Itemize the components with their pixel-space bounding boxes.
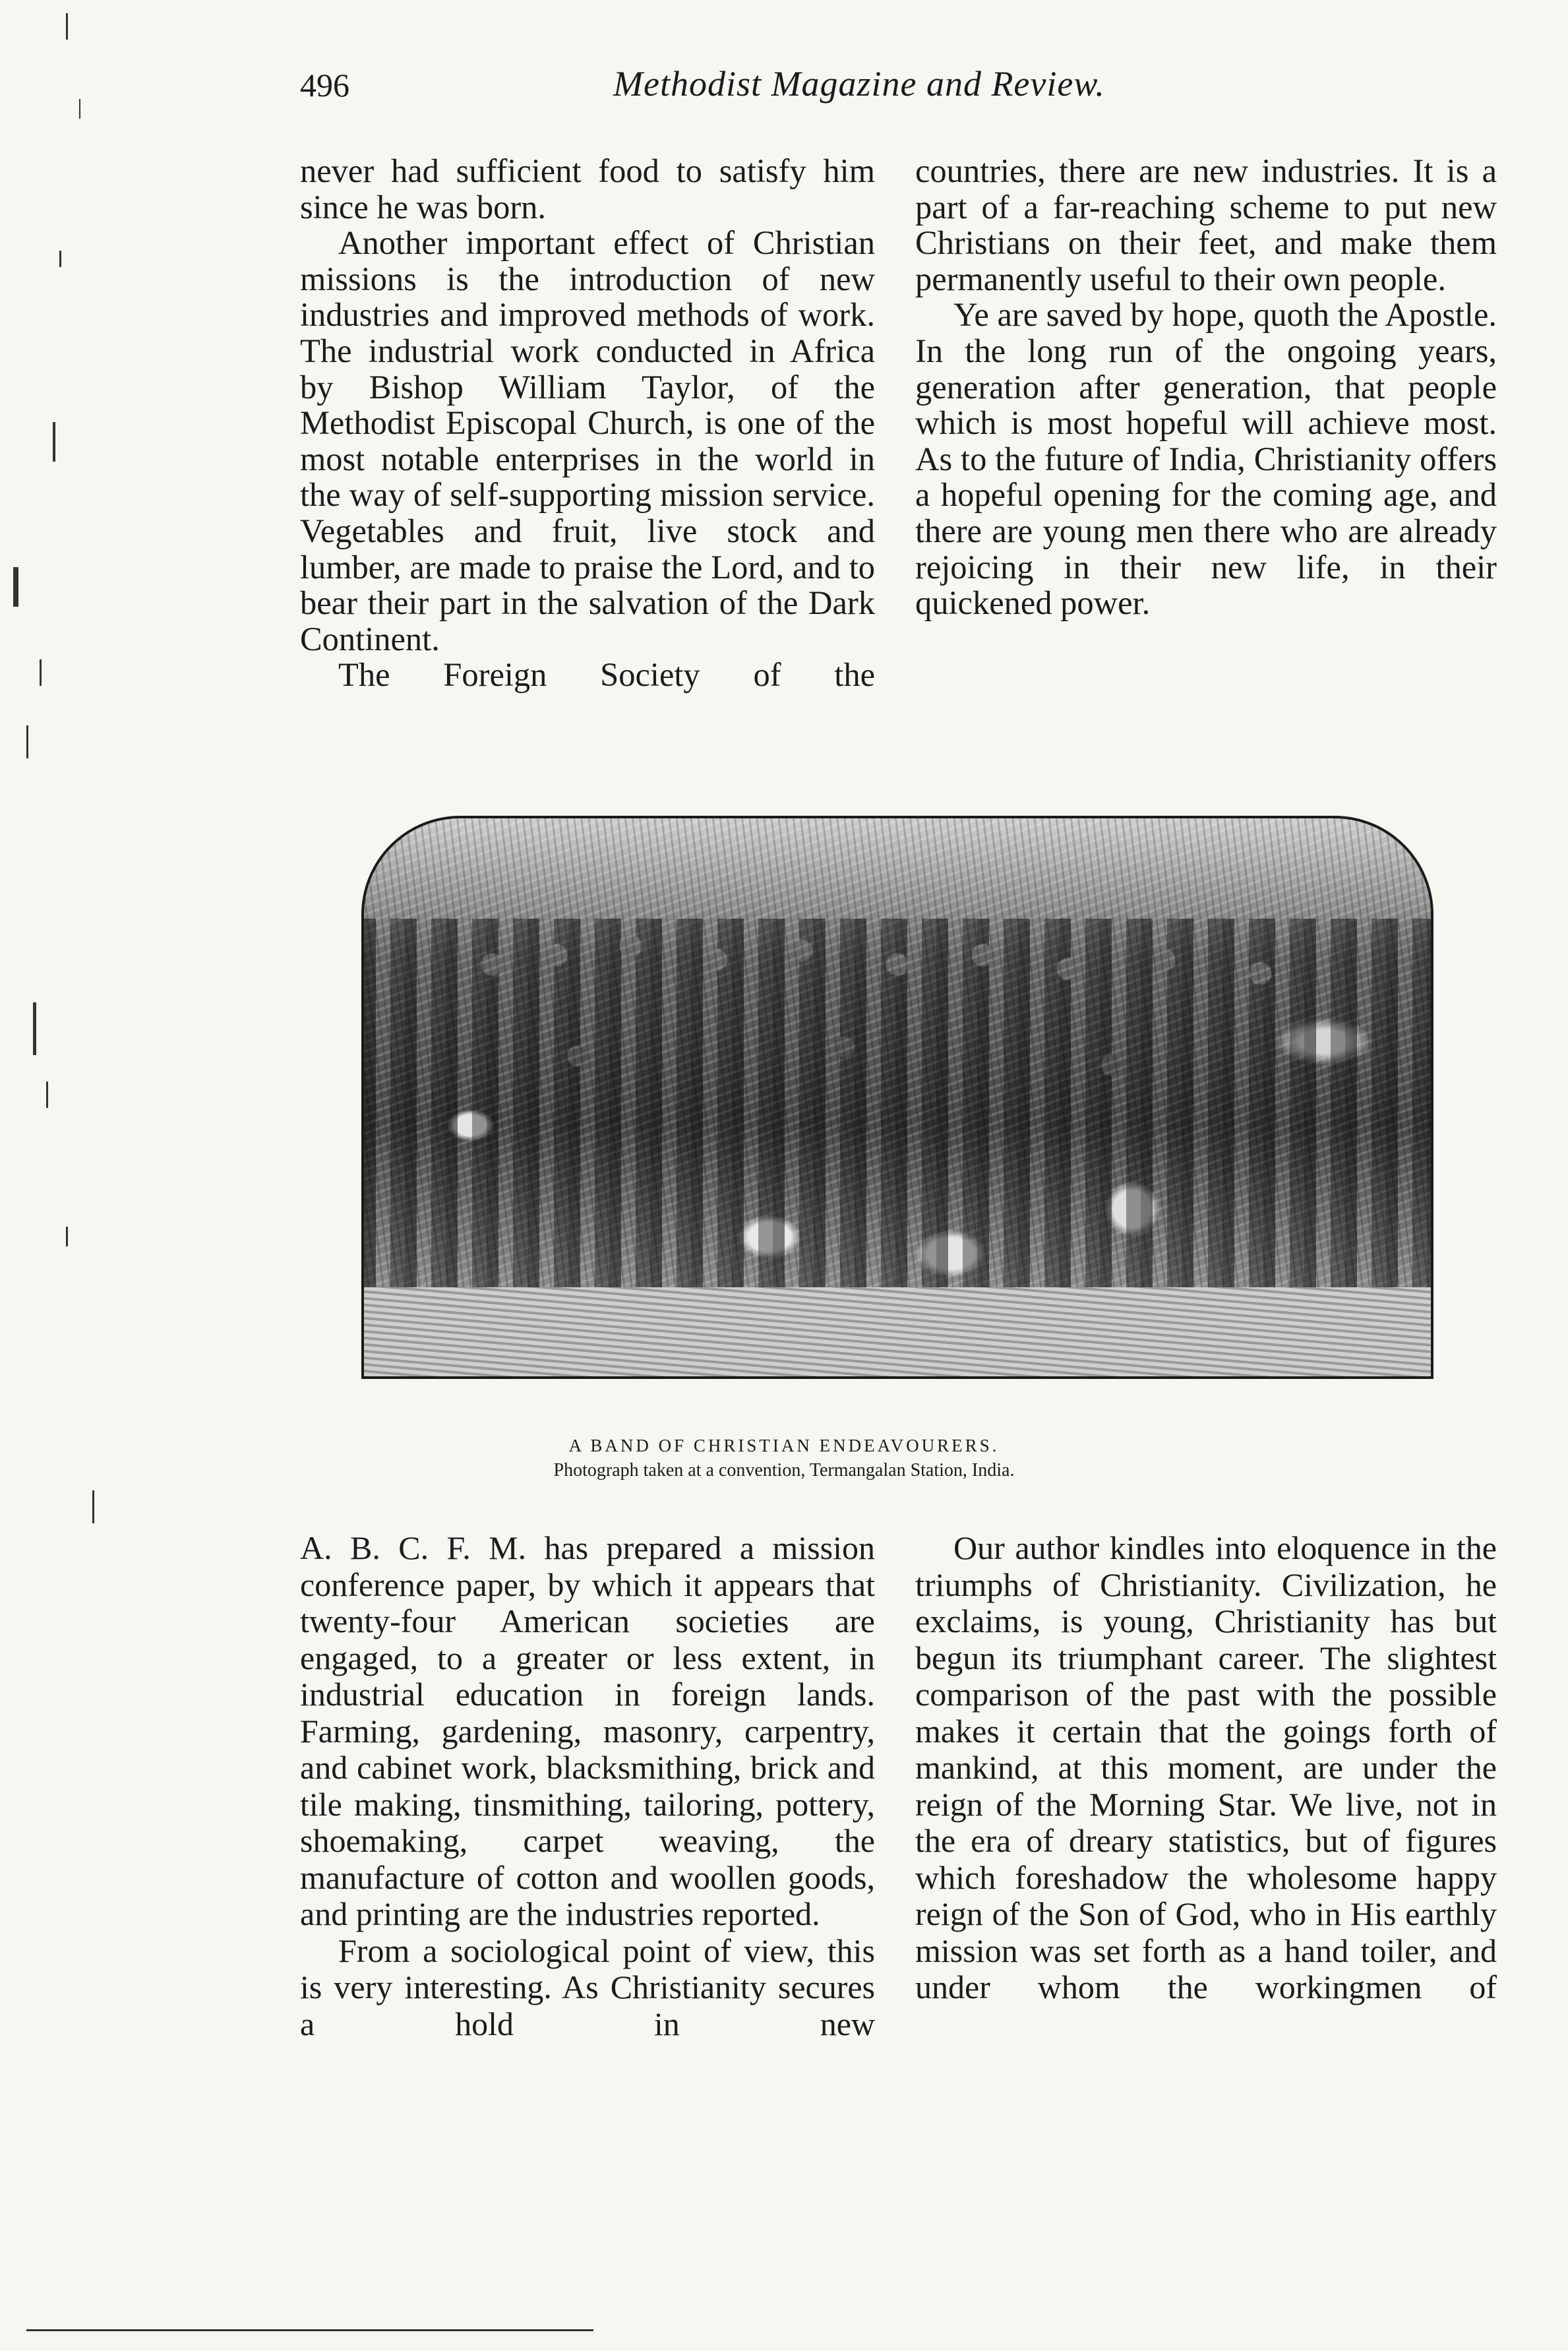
paragraph: A. B. C. F. M. has prepared a mission conference paper, by which it appears that twenty-four American societies are engaged, to a greater or less extent, in industrial education in foreign lands. Farming, gardening, masonry, carpentry, and cabinet work, blacksmithing, brick and tile making, tinsmithing, tailoring, pottery, shoemaking, carpet weaving, the manufacture of cotton and woollen goods, and printing are the industries reported.	[300, 1529, 875, 1932]
running-title: Methodist Magazine and Review.	[613, 64, 1105, 104]
paragraph: never had sufficient food to satisfy him since he was born.	[300, 152, 875, 226]
figure-caption-subtitle: Photograph taken at a convention, Termangalan Station, India.	[553, 1460, 1015, 1481]
paragraph: Ye are saved by hope, quoth the Apostle. In the long run of the ongoing years, generation after generation, that people which is most hopeful will achieve most. As to the future of India, Christianity offers a hopeful opening for the coming age, and there are young men there who are already rejoicing in their new life, in their quickened power.	[915, 296, 1497, 622]
page-number: 496	[300, 67, 349, 104]
figure-caption-title: A BAND OF CHRISTIAN ENDEAVOURERS.	[568, 1436, 1000, 1455]
column-top-left	[300, 153, 875, 693]
paragraph: countries, there are new industries. It is a part of a far-reaching scheme to put new Christians on their feet, and make them permanently useful to their own people.	[915, 152, 1497, 297]
margin-scan-marks	[0, 0, 106, 1583]
paragraph: The Foreign Society of the	[338, 656, 875, 694]
group-photograph	[361, 816, 1433, 1379]
footer-rule	[26, 2329, 593, 2331]
paragraph: Another important effect of Christian missions is the introduction of new industries and improved methods of work. The industrial work conducted in Africa by Bishop William Taylor, of the Methodist Episcopal Church, is one of the most notable enterprises in the world in the way of self-supporting mission service. Vegetables and fruit, live stock and lumber, are made to praise the Lord, and to bear their part in the salvation of the Dark Continent.	[300, 224, 875, 657]
column-bottom-left	[300, 1530, 875, 2042]
column-bottom-right	[915, 1530, 1497, 2006]
paragraph: Our author kindles into eloquence in the triumphs of Christianity. Civilization, he exclaims, is young, Christianity has but begun its triumphant career. The slightest comparison of the past with the possible makes it certain that the goings forth of mankind, at this moment, are under the reign of the Morning Star. We live, not in the era of dreary statistics, but of figures which foreshadow the wholesome happy reign of the Son of God, who in His earthly mission was set forth as a hand toiler, and under whom the workingmen of	[915, 1529, 1497, 2005]
column-top-right	[915, 153, 1497, 621]
paragraph: From a sociological point of view, this is very interesting. As Christianity secures a hold in new	[300, 1932, 875, 2042]
photo-ground-texture	[364, 1287, 1431, 1376]
